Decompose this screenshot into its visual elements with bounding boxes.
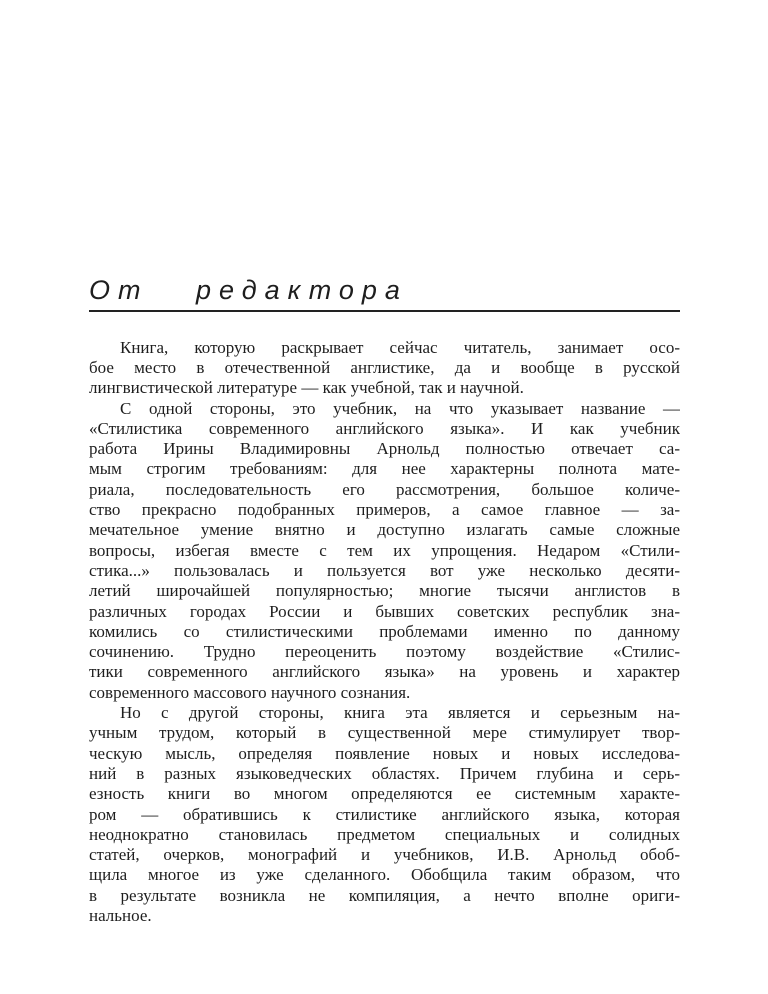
text-line: учным трудом, который в существенной мере стимулирует твор-: [89, 723, 680, 743]
text-line: ство прекрасно подобранных примеров, а самое главное — за-: [89, 500, 680, 520]
text-line: стика...» пользовалась и пользуется вот уже несколько десяти-: [89, 560, 680, 580]
text-line: различных городах России и бывших советских республик зна-: [89, 601, 680, 621]
text-line: бое место в отечественной англистике, да и вообще в русской: [89, 357, 680, 377]
paragraph-3: [89, 703, 680, 926]
heading-rule: [89, 310, 680, 312]
chapter-heading: От редактора: [89, 275, 408, 305]
paragraph-1: [89, 338, 680, 399]
text-line: Но с другой стороны, книга эта является и серьезным на-: [120, 703, 680, 723]
text-line: в результате возникла не компиляция, а нечто вполне ориги-: [89, 885, 680, 905]
text-line: неоднократно становилась предметом специальных и солидных: [89, 824, 680, 844]
text-line: ческую мысль, определяя появление новых и новых исследова-: [89, 743, 680, 763]
text-line: С одной стороны, это учебник, на что указывает название —: [120, 398, 680, 418]
text-line: современного массового научного сознания.: [89, 682, 411, 702]
text-line: статей, очерков, монографий и учебников, И.В. Арнольд обоб-: [89, 845, 680, 865]
text-line: вопросы, избегая вместе с тем их упрощения. Недаром «Стили-: [89, 540, 680, 560]
text-line: Книга, которую раскрывает сейчас читатель, занимает осо-: [120, 337, 680, 357]
text-line: щила многое из уже сделанного. Обобщила таким образом, что: [89, 865, 680, 885]
text-line: работа Ирины Владимировны Арнольд полностью отвечает са-: [89, 439, 680, 459]
text-line: риала, последовательность его рассмотрения, большое количе-: [89, 479, 680, 499]
text-line: летий широчайшей популярностью; многие тысячи англистов в: [89, 581, 680, 601]
text-line: «Стилистика современного английского языка». И как учебник: [89, 418, 680, 438]
text-line: нальное.: [89, 906, 152, 925]
text-line: езность книги во многом определяются ее системным характе-: [89, 784, 680, 804]
body-text: [89, 338, 680, 927]
text-line: мым строгим требованиям: для нее характерны полнота мате-: [89, 459, 680, 479]
text-line: ром — обратившись к стилистике английского языка, которая: [89, 804, 680, 824]
text-line: сочинению. Трудно переоценить поэтому воздействие «Стилис-: [89, 642, 680, 662]
text-line: лингвистической литературе — как учебной, так и научной.: [89, 378, 524, 398]
text-line: ний в разных языковедческих областях. Причем глубина и серь-: [89, 763, 680, 783]
paragraph-2: [89, 399, 680, 703]
text-line: мечательное умение внятно и доступно излагать самые сложные: [89, 520, 680, 540]
text-line: комились со стилистическими проблемами именно по данному: [89, 621, 680, 641]
text-line: тики современного английского языка» на уровень и характер: [89, 662, 680, 682]
book-page: [89, 276, 680, 926]
